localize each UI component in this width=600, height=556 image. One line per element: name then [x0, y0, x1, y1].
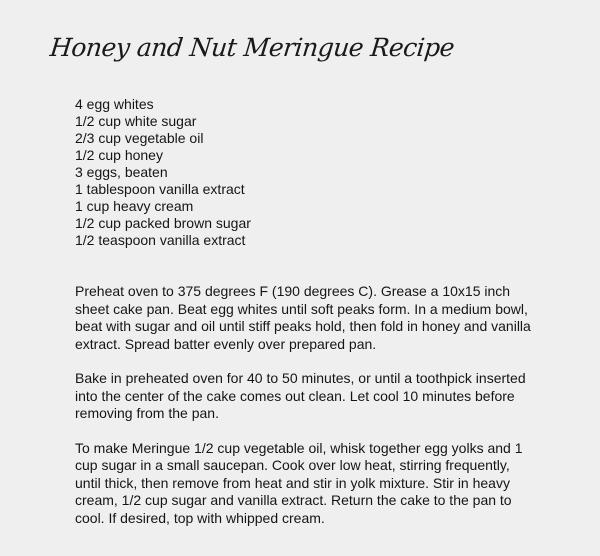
ingredient-item: 1/2 cup white sugar [75, 113, 197, 129]
ingredient-item: 3 eggs, beaten [75, 164, 168, 180]
ingredient-item: 1/2 cup honey [75, 147, 163, 163]
ingredient-list [75, 96, 251, 249]
ingredient-item: 4 egg whites [75, 96, 154, 112]
ingredient-item: 2/3 cup vegetable oil [75, 130, 204, 146]
ingredient-item: 1/2 teaspoon vanilla extract [75, 232, 246, 248]
direction-step: To make Meringue 1/2 cup vegetable oil, whisk together egg yolks and 1 cup sugar in a small saucepan. Cook over low heat, stirring frequently, until thick, then remove from heat and stir in yolk mixture. Stir in heavy cream, 1/2 cup sugar and vanilla extract. Return the cake to the pan to cool. If desired, top with whipped cream. [75, 439, 523, 526]
directions [75, 283, 537, 544]
ingredient-item: 1 tablespoon vanilla extract [75, 181, 245, 197]
ingredient-item: 1/2 cup packed brown sugar [75, 215, 251, 231]
ingredient-item: 1 cup heavy cream [75, 198, 194, 214]
recipe-title: Honey and Nut Meringue Recipe [48, 33, 456, 62]
direction-step: Bake in preheated oven for 40 to 50 minutes, or until a toothpick inserted into the center of the cake comes out clean. Let cool 10 minutes before removing from the pan. [75, 370, 526, 421]
direction-step: Preheat oven to 375 degrees F (190 degrees C). Grease a 10x15 inch sheet cake pan. Beat egg whites until soft peaks form. In a medium bowl, beat with sugar and oil until stiff peaks hold, then fold in honey and vanilla extract. Spread batter evenly over prepared pan. [75, 283, 531, 352]
